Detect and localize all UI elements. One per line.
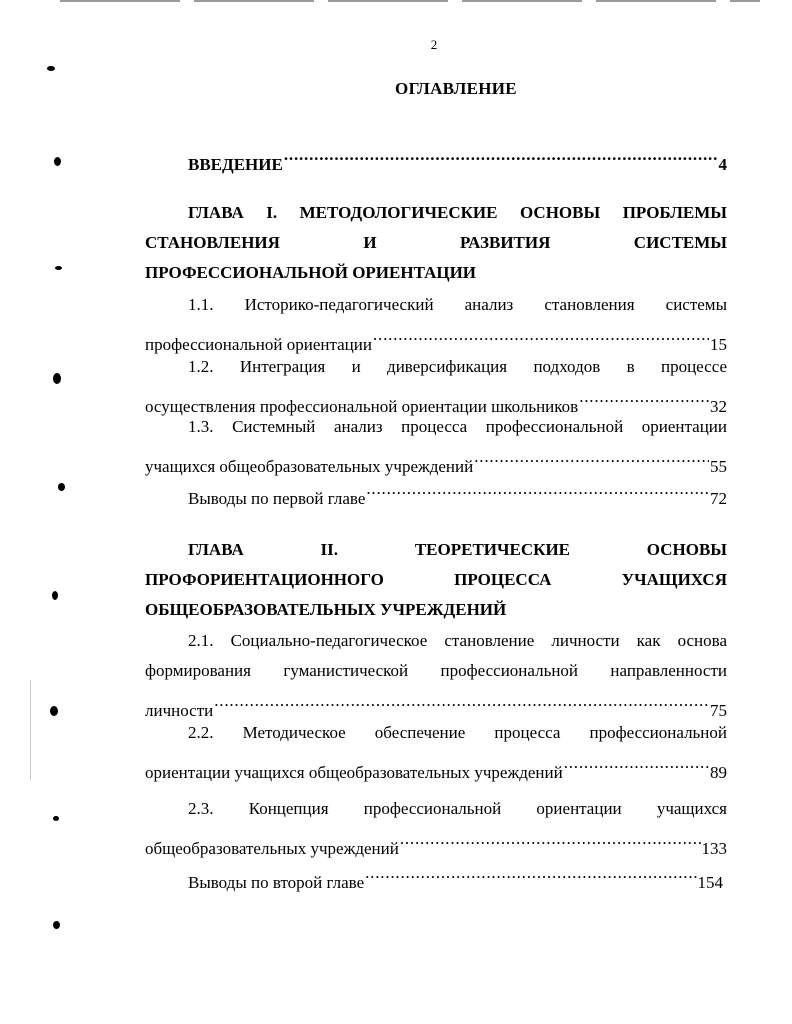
dot-leader	[400, 824, 701, 854]
chapter-heading-line: ПРОФЕССИОНАЛЬНОЙ ОРИЕНТАЦИИ	[145, 263, 477, 282]
toc-page-number: 4	[718, 155, 727, 174]
scan-speck	[53, 816, 59, 821]
toc-page-number: 55	[710, 457, 727, 476]
chapter-heading-line: ПРОФОРИЕНТАЦИОННОГО ПРОЦЕССА УЧАЩИХСЯ	[145, 570, 727, 589]
toc-page-number: 15	[710, 335, 727, 354]
scan-speck	[47, 66, 55, 71]
dot-leader	[214, 686, 709, 716]
dot-leader	[474, 442, 709, 472]
toc-entry-section-1-3[interactable]	[145, 412, 727, 476]
toc-entry-line: 2.1. Социально-педагогическое становление личности как основа	[188, 631, 727, 650]
toc-page-number: 32	[710, 397, 727, 416]
toc-entry-line: 1.1. Историко-педагогический анализ становления системы	[188, 295, 727, 314]
toc-entry-section-2-3[interactable]	[145, 794, 727, 858]
toc-entry-line: учащихся общеобразовательных учреждений	[145, 457, 474, 476]
toc-entry-line: общеобразовательных учреждений	[145, 839, 399, 858]
page-title: ОГЛАВЛЕНИЕ	[395, 79, 517, 98]
chapter-1-heading[interactable]	[145, 198, 727, 288]
scan-speck	[54, 157, 61, 166]
toc-entry-line: формирования гуманистической профессиональной направленности	[145, 661, 727, 680]
toc-entry-line: ориентации учащихся общеобразовательных учреждений	[145, 763, 563, 782]
toc-entry-introduction[interactable]	[145, 140, 727, 174]
dot-leader	[373, 320, 709, 350]
toc-entry-line: осуществления профессиональной ориентации школьников	[145, 397, 579, 416]
scan-speck	[53, 921, 60, 929]
dot-leader	[365, 858, 696, 888]
chapter-heading-line: ГЛАВА II. ТЕОРЕТИЧЕСКИЕ ОСНОВЫ	[188, 540, 727, 559]
toc-page-number: 154	[697, 873, 723, 892]
scan-speck	[53, 373, 61, 384]
toc-entry-line: 2.2. Методическое обеспечение процесса профессиональной	[188, 723, 727, 742]
toc-entry-section-1-1[interactable]	[145, 290, 727, 354]
scan-edge-line	[30, 680, 31, 780]
toc-page-number: 89	[710, 763, 727, 782]
chapter-heading-line: ГЛАВА I. МЕТОДОЛОГИЧЕСКИЕ ОСНОВЫ ПРОБЛЕМЫ	[188, 203, 727, 222]
top-scan-border	[60, 0, 760, 2]
toc-entry-conclusions-2[interactable]	[145, 858, 723, 892]
chapter-2-heading[interactable]	[145, 535, 727, 625]
toc-entry-section-2-2[interactable]	[145, 718, 727, 782]
toc-entry-line: профессиональной ориентации	[145, 335, 372, 354]
toc-page-number: 72	[710, 489, 727, 508]
toc-entry-line: 1.3. Системный анализ процесса профессиональной ориентации	[188, 417, 727, 436]
toc-page-number: 75	[710, 701, 727, 720]
scan-speck	[50, 706, 58, 716]
dot-leader	[579, 382, 709, 412]
dot-leader	[284, 140, 718, 170]
toc-entry-conclusions-1[interactable]	[145, 474, 727, 508]
chapter-heading-line: СТАНОВЛЕНИЯ И РАЗВИТИЯ СИСТЕМЫ	[145, 233, 727, 252]
toc-entry-line: личности	[145, 701, 214, 720]
dot-leader	[564, 748, 709, 778]
scan-speck	[52, 591, 58, 600]
toc-entry-line: 1.2. Интеграция и диверсификация подходов в процессе	[188, 357, 727, 376]
scan-speck	[55, 266, 62, 270]
dot-leader	[366, 474, 709, 504]
page-number: 2	[430, 37, 438, 52]
toc-entry-line: 2.3. Концепция профессиональной ориентации учащихся	[188, 799, 727, 818]
chapter-heading-line: ОБЩЕОБРАЗОВАТЕЛЬНЫХ УЧРЕЖДЕНИЙ	[145, 600, 507, 619]
toc-entry-section-1-2[interactable]	[145, 352, 727, 416]
toc-entry-title: Выводы по первой главе	[188, 489, 366, 508]
toc-entry-section-2-1[interactable]	[145, 626, 727, 720]
toc-page-number: 133	[701, 839, 727, 858]
toc-entry-title: ВВЕДЕНИЕ	[188, 155, 283, 174]
scan-speck	[58, 483, 65, 491]
toc-entry-title: Выводы по второй главе	[188, 873, 365, 892]
